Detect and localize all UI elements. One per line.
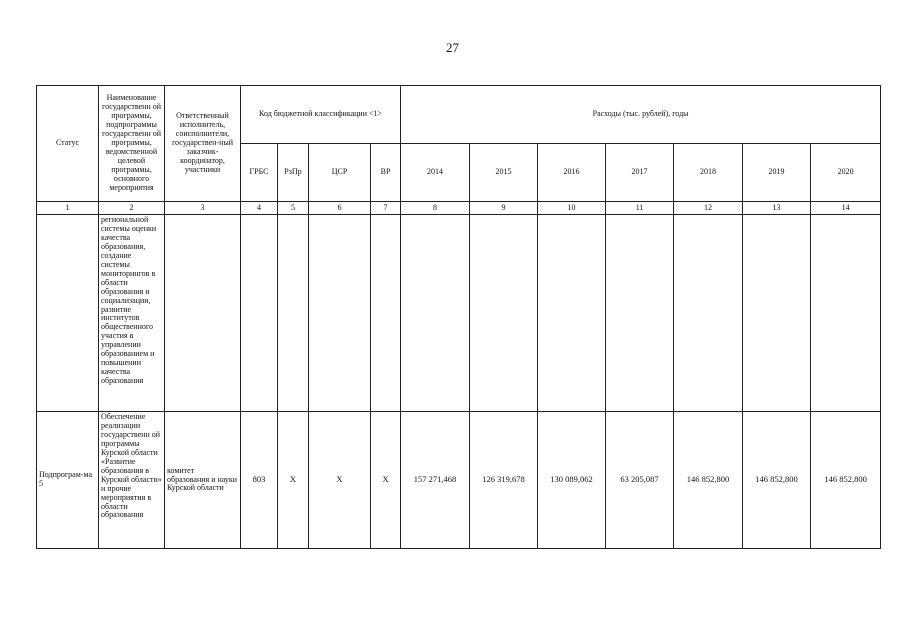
header-year: 2016 [538, 144, 606, 202]
row-status [37, 215, 99, 412]
header-csr: ЦСР [309, 144, 371, 202]
row-vr: X [371, 412, 401, 549]
column-number-row [37, 202, 881, 215]
column-number: 2 [99, 202, 165, 215]
row-vr [371, 215, 401, 412]
header-responsible: Ответственный исполнитель, соисполнители, государствен-ный заказчик-координатор, участники [165, 86, 241, 202]
row-value [401, 215, 470, 412]
header-row-1 [37, 86, 881, 144]
row-responsible [165, 215, 241, 412]
column-number: 8 [401, 202, 470, 215]
column-number: 11 [606, 202, 674, 215]
header-name: Наименование государственн ой программы, подпрограммы государственн ой программы, ведомственной целевой программы, основного мероприятия [99, 86, 165, 202]
row-value [811, 215, 881, 412]
row-value: 63 205,087 [606, 412, 674, 549]
column-number: 3 [165, 202, 241, 215]
column-number: 10 [538, 202, 606, 215]
header-year: 2020 [811, 144, 881, 202]
row-value: 146 852,800 [743, 412, 811, 549]
row-value: 146 852,800 [811, 412, 881, 549]
budget-table [36, 85, 881, 549]
row-value: 157 271,468 [401, 412, 470, 549]
row-value [470, 215, 538, 412]
header-year: 2018 [674, 144, 743, 202]
row-rzpr: X [278, 412, 309, 549]
column-number: 5 [278, 202, 309, 215]
row-value [674, 215, 743, 412]
row-csr: X [309, 412, 371, 549]
row-grbs: 803 [241, 412, 278, 549]
header-year: 2014 [401, 144, 470, 202]
row-value: 126 319,678 [470, 412, 538, 549]
row-rzpr [278, 215, 309, 412]
row-value [743, 215, 811, 412]
column-number: 6 [309, 202, 371, 215]
row-value [538, 215, 606, 412]
header-expenses: Расходы (тыс. рублей), годы [401, 86, 881, 144]
column-number: 7 [371, 202, 401, 215]
table-row [37, 215, 881, 412]
page-number: 27 [446, 40, 459, 55]
row-name: региональной системы оценки качества образования, создание системы мониторингов в области образования и социализации, развитие институтов общественного участия в управлении образованием и повышении качества образования [99, 215, 165, 412]
row-status: Подпрограм-ма 5 [37, 412, 99, 549]
header-status: Статус [37, 86, 99, 202]
row-csr [309, 215, 371, 412]
column-number: 4 [241, 202, 278, 215]
row-name: Обеспечение реализации государственн ой программы Курской области «Развитие образования в Курской области» и прочие мероприятия в области образования [99, 412, 165, 549]
header-budget-code: Код бюджетной классификации <1> [241, 86, 401, 144]
header-vr: ВР [371, 144, 401, 202]
row-value: 130 089,062 [538, 412, 606, 549]
table-row [37, 412, 881, 549]
header-year: 2017 [606, 144, 674, 202]
header-rzpr: РзПр [278, 144, 309, 202]
column-number: 14 [811, 202, 881, 215]
column-number: 13 [743, 202, 811, 215]
row-grbs [241, 215, 278, 412]
column-number: 9 [470, 202, 538, 215]
header-year: 2015 [470, 144, 538, 202]
header-year: 2019 [743, 144, 811, 202]
row-value [606, 215, 674, 412]
column-number: 12 [674, 202, 743, 215]
column-number: 1 [37, 202, 99, 215]
row-value: 146 852,800 [674, 412, 743, 549]
row-responsible: комитет образования и науки Курской области [165, 412, 241, 549]
header-grbs: ГРБС [241, 144, 278, 202]
